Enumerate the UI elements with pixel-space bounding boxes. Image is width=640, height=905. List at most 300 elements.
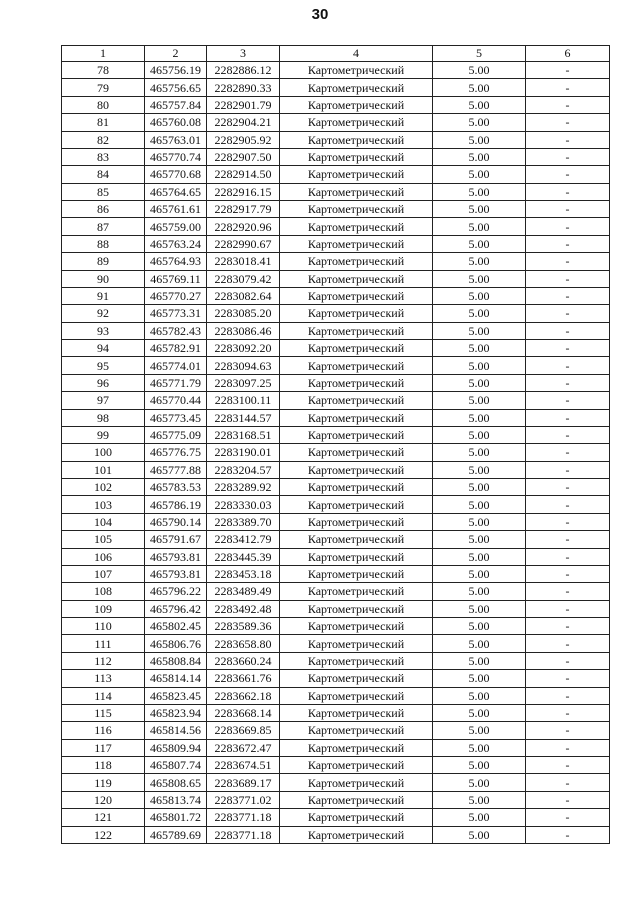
cell-method: Картометрический <box>280 253 433 270</box>
table-row <box>62 392 610 409</box>
cell-x-coordinate: 465809.94 <box>145 739 207 756</box>
cell-point-number: 107 <box>62 565 145 582</box>
cell-description: - <box>526 426 610 443</box>
cell-x-coordinate: 465773.31 <box>145 305 207 322</box>
cell-description: - <box>526 148 610 165</box>
cell-x-coordinate: 465796.42 <box>145 600 207 617</box>
cell-x-coordinate: 465771.79 <box>145 374 207 391</box>
cell-point-number: 88 <box>62 235 145 252</box>
cell-description: - <box>526 826 610 843</box>
cell-y-coordinate: 2282904.21 <box>207 114 280 131</box>
cell-x-coordinate: 465764.65 <box>145 183 207 200</box>
cell-y-coordinate: 2283086.46 <box>207 322 280 339</box>
cell-x-coordinate: 465759.00 <box>145 218 207 235</box>
cell-y-coordinate: 2283453.18 <box>207 565 280 582</box>
cell-y-coordinate: 2283100.11 <box>207 392 280 409</box>
cell-point-number: 116 <box>62 722 145 739</box>
cell-y-coordinate: 2283018.41 <box>207 253 280 270</box>
cell-x-coordinate: 465769.11 <box>145 270 207 287</box>
cell-point-number: 111 <box>62 635 145 652</box>
cell-accuracy: 5.00 <box>433 635 526 652</box>
cell-point-number: 79 <box>62 79 145 96</box>
cell-y-coordinate: 2283669.85 <box>207 722 280 739</box>
column-header-method: 4 <box>280 46 433 62</box>
cell-x-coordinate: 465806.76 <box>145 635 207 652</box>
cell-y-coordinate: 2283092.20 <box>207 340 280 357</box>
cell-description: - <box>526 583 610 600</box>
table-row <box>62 183 610 200</box>
table-row <box>62 704 610 721</box>
cell-x-coordinate: 465756.19 <box>145 62 207 79</box>
cell-x-coordinate: 465789.69 <box>145 826 207 843</box>
cell-accuracy: 5.00 <box>433 757 526 774</box>
cell-method: Картометрический <box>280 409 433 426</box>
cell-method: Картометрический <box>280 322 433 339</box>
cell-y-coordinate: 2282990.67 <box>207 235 280 252</box>
cell-point-number: 94 <box>62 340 145 357</box>
cell-x-coordinate: 465770.68 <box>145 166 207 183</box>
cell-method: Картометрический <box>280 670 433 687</box>
cell-method: Картометрический <box>280 652 433 669</box>
cell-method: Картометрический <box>280 583 433 600</box>
cell-method: Картометрический <box>280 513 433 530</box>
cell-description: - <box>526 687 610 704</box>
cell-accuracy: 5.00 <box>433 340 526 357</box>
cell-point-number: 117 <box>62 739 145 756</box>
cell-description: - <box>526 618 610 635</box>
cell-accuracy: 5.00 <box>433 218 526 235</box>
table-row <box>62 687 610 704</box>
cell-accuracy: 5.00 <box>433 583 526 600</box>
cell-accuracy: 5.00 <box>433 148 526 165</box>
cell-x-coordinate: 465782.91 <box>145 340 207 357</box>
cell-x-coordinate: 465775.09 <box>145 426 207 443</box>
cell-y-coordinate: 2283330.03 <box>207 496 280 513</box>
cell-method: Картометрический <box>280 148 433 165</box>
cell-description: - <box>526 670 610 687</box>
page-number: 30 <box>311 6 329 23</box>
cell-method: Картометрический <box>280 461 433 478</box>
cell-y-coordinate: 2283674.51 <box>207 757 280 774</box>
cell-accuracy: 5.00 <box>433 270 526 287</box>
cell-method: Картометрический <box>280 826 433 843</box>
cell-method: Картометрический <box>280 79 433 96</box>
cell-point-number: 122 <box>62 826 145 843</box>
cell-point-number: 87 <box>62 218 145 235</box>
cell-method: Картометрический <box>280 479 433 496</box>
cell-description: - <box>526 235 610 252</box>
table-row <box>62 757 610 774</box>
table-row <box>62 357 610 374</box>
cell-method: Картометрический <box>280 270 433 287</box>
table-row <box>62 652 610 669</box>
cell-point-number: 118 <box>62 757 145 774</box>
cell-accuracy: 5.00 <box>433 670 526 687</box>
cell-accuracy: 5.00 <box>433 774 526 791</box>
cell-description: - <box>526 287 610 304</box>
cell-method: Картометрический <box>280 739 433 756</box>
cell-point-number: 114 <box>62 687 145 704</box>
table-row <box>62 548 610 565</box>
cell-description: - <box>526 652 610 669</box>
cell-accuracy: 5.00 <box>433 479 526 496</box>
cell-point-number: 115 <box>62 704 145 721</box>
table-row <box>62 583 610 600</box>
cell-description: - <box>526 600 610 617</box>
cell-method: Картометрический <box>280 62 433 79</box>
cell-method: Картометрический <box>280 340 433 357</box>
table-header-row <box>62 46 610 62</box>
cell-y-coordinate: 2282916.15 <box>207 183 280 200</box>
cell-y-coordinate: 2283658.80 <box>207 635 280 652</box>
cell-description: - <box>526 392 610 409</box>
cell-x-coordinate: 465777.88 <box>145 461 207 478</box>
cell-accuracy: 5.00 <box>433 96 526 113</box>
cell-x-coordinate: 465808.65 <box>145 774 207 791</box>
cell-y-coordinate: 2283079.42 <box>207 270 280 287</box>
cell-x-coordinate: 465814.14 <box>145 670 207 687</box>
cell-y-coordinate: 2282907.50 <box>207 148 280 165</box>
cell-description: - <box>526 79 610 96</box>
table-row <box>62 461 610 478</box>
cell-x-coordinate: 465823.94 <box>145 704 207 721</box>
cell-x-coordinate: 465761.61 <box>145 201 207 218</box>
cell-method: Картометрический <box>280 600 433 617</box>
cell-point-number: 91 <box>62 287 145 304</box>
cell-method: Картометрический <box>280 392 433 409</box>
cell-x-coordinate: 465793.81 <box>145 548 207 565</box>
cell-x-coordinate: 465764.93 <box>145 253 207 270</box>
cell-x-coordinate: 465786.19 <box>145 496 207 513</box>
cell-y-coordinate: 2283085.20 <box>207 305 280 322</box>
cell-method: Картометрический <box>280 774 433 791</box>
column-header-description: 6 <box>526 46 610 62</box>
table-row <box>62 774 610 791</box>
table-row <box>62 114 610 131</box>
cell-y-coordinate: 2283094.63 <box>207 357 280 374</box>
cell-accuracy: 5.00 <box>433 357 526 374</box>
cell-point-number: 85 <box>62 183 145 200</box>
cell-accuracy: 5.00 <box>433 374 526 391</box>
cell-y-coordinate: 2282917.79 <box>207 201 280 218</box>
cell-x-coordinate: 465770.44 <box>145 392 207 409</box>
cell-accuracy: 5.00 <box>433 183 526 200</box>
cell-point-number: 100 <box>62 444 145 461</box>
cell-accuracy: 5.00 <box>433 652 526 669</box>
table-row <box>62 565 610 582</box>
cell-y-coordinate: 2283492.48 <box>207 600 280 617</box>
table-row <box>62 722 610 739</box>
cell-point-number: 102 <box>62 479 145 496</box>
table-row <box>62 496 610 513</box>
cell-description: - <box>526 739 610 756</box>
cell-method: Картометрический <box>280 218 433 235</box>
table-row <box>62 409 610 426</box>
cell-x-coordinate: 465770.74 <box>145 148 207 165</box>
cell-description: - <box>526 774 610 791</box>
table-row <box>62 444 610 461</box>
cell-method: Картометрический <box>280 114 433 131</box>
cell-description: - <box>526 201 610 218</box>
cell-point-number: 108 <box>62 583 145 600</box>
cell-description: - <box>526 722 610 739</box>
cell-method: Картометрический <box>280 722 433 739</box>
cell-y-coordinate: 2283662.18 <box>207 687 280 704</box>
cell-y-coordinate: 2283661.76 <box>207 670 280 687</box>
table-row <box>62 618 610 635</box>
cell-point-number: 96 <box>62 374 145 391</box>
cell-accuracy: 5.00 <box>433 253 526 270</box>
cell-method: Картометрический <box>280 444 433 461</box>
cell-method: Картометрический <box>280 687 433 704</box>
cell-point-number: 89 <box>62 253 145 270</box>
table-row <box>62 374 610 391</box>
cell-method: Картометрический <box>280 704 433 721</box>
cell-point-number: 86 <box>62 201 145 218</box>
cell-point-number: 93 <box>62 322 145 339</box>
cell-point-number: 82 <box>62 131 145 148</box>
cell-description: - <box>526 444 610 461</box>
table-row <box>62 96 610 113</box>
cell-x-coordinate: 465773.45 <box>145 409 207 426</box>
cell-y-coordinate: 2283144.57 <box>207 409 280 426</box>
table-row <box>62 739 610 756</box>
cell-accuracy: 5.00 <box>433 392 526 409</box>
cell-accuracy: 5.00 <box>433 166 526 183</box>
cell-point-number: 105 <box>62 531 145 548</box>
cell-x-coordinate: 465793.81 <box>145 565 207 582</box>
cell-accuracy: 5.00 <box>433 496 526 513</box>
cell-accuracy: 5.00 <box>433 809 526 826</box>
cell-description: - <box>526 131 610 148</box>
table-row <box>62 670 610 687</box>
cell-x-coordinate: 465791.67 <box>145 531 207 548</box>
cell-point-number: 110 <box>62 618 145 635</box>
table-row <box>62 201 610 218</box>
cell-accuracy: 5.00 <box>433 322 526 339</box>
table-row <box>62 235 610 252</box>
cell-accuracy: 5.00 <box>433 565 526 582</box>
cell-method: Картометрический <box>280 565 433 582</box>
cell-description: - <box>526 322 610 339</box>
cell-method: Картометрический <box>280 635 433 652</box>
cell-y-coordinate: 2282886.12 <box>207 62 280 79</box>
cell-y-coordinate: 2283097.25 <box>207 374 280 391</box>
cell-point-number: 99 <box>62 426 145 443</box>
cell-y-coordinate: 2283082.64 <box>207 287 280 304</box>
cell-accuracy: 5.00 <box>433 513 526 530</box>
table-body <box>62 62 610 844</box>
cell-method: Картометрический <box>280 809 433 826</box>
cell-y-coordinate: 2283771.18 <box>207 809 280 826</box>
cell-accuracy: 5.00 <box>433 235 526 252</box>
cell-x-coordinate: 465813.74 <box>145 791 207 808</box>
cell-y-coordinate: 2283589.36 <box>207 618 280 635</box>
table-row <box>62 166 610 183</box>
cell-description: - <box>526 114 610 131</box>
cell-x-coordinate: 465808.84 <box>145 652 207 669</box>
cell-method: Картометрический <box>280 548 433 565</box>
cell-method: Картометрический <box>280 357 433 374</box>
cell-method: Картометрический <box>280 496 433 513</box>
cell-y-coordinate: 2283689.17 <box>207 774 280 791</box>
cell-point-number: 90 <box>62 270 145 287</box>
table-row <box>62 479 610 496</box>
cell-x-coordinate: 465763.24 <box>145 235 207 252</box>
cell-point-number: 106 <box>62 548 145 565</box>
cell-method: Картометрический <box>280 287 433 304</box>
cell-accuracy: 5.00 <box>433 722 526 739</box>
table-row <box>62 426 610 443</box>
table-row <box>62 340 610 357</box>
cell-x-coordinate: 465757.84 <box>145 96 207 113</box>
cell-description: - <box>526 791 610 808</box>
cell-accuracy: 5.00 <box>433 131 526 148</box>
cell-accuracy: 5.00 <box>433 444 526 461</box>
cell-y-coordinate: 2283168.51 <box>207 426 280 443</box>
cell-description: - <box>526 704 610 721</box>
column-header-accuracy: 5 <box>433 46 526 62</box>
cell-accuracy: 5.00 <box>433 826 526 843</box>
cell-method: Картометрический <box>280 426 433 443</box>
cell-method: Картометрический <box>280 131 433 148</box>
cell-method: Картометрический <box>280 374 433 391</box>
cell-accuracy: 5.00 <box>433 791 526 808</box>
table-row <box>62 531 610 548</box>
cell-description: - <box>526 409 610 426</box>
table-row <box>62 635 610 652</box>
cell-y-coordinate: 2283204.57 <box>207 461 280 478</box>
cell-method: Картометрический <box>280 235 433 252</box>
cell-description: - <box>526 305 610 322</box>
coordinates-table <box>61 45 610 844</box>
cell-description: - <box>526 513 610 530</box>
cell-y-coordinate: 2282920.96 <box>207 218 280 235</box>
cell-method: Картометрический <box>280 531 433 548</box>
column-header-point-number: 1 <box>62 46 145 62</box>
cell-method: Картометрический <box>280 618 433 635</box>
cell-y-coordinate: 2283672.47 <box>207 739 280 756</box>
cell-point-number: 84 <box>62 166 145 183</box>
table-row <box>62 148 610 165</box>
cell-accuracy: 5.00 <box>433 287 526 304</box>
cell-x-coordinate: 465774.01 <box>145 357 207 374</box>
cell-description: - <box>526 357 610 374</box>
cell-method: Картометрический <box>280 166 433 183</box>
cell-x-coordinate: 465783.53 <box>145 479 207 496</box>
cell-description: - <box>526 340 610 357</box>
cell-description: - <box>526 253 610 270</box>
cell-accuracy: 5.00 <box>433 409 526 426</box>
cell-x-coordinate: 465802.45 <box>145 618 207 635</box>
cell-y-coordinate: 2282890.33 <box>207 79 280 96</box>
cell-point-number: 103 <box>62 496 145 513</box>
table-row <box>62 218 610 235</box>
cell-x-coordinate: 465782.43 <box>145 322 207 339</box>
cell-point-number: 109 <box>62 600 145 617</box>
cell-description: - <box>526 496 610 513</box>
cell-point-number: 80 <box>62 96 145 113</box>
cell-accuracy: 5.00 <box>433 79 526 96</box>
cell-description: - <box>526 62 610 79</box>
table-row <box>62 287 610 304</box>
table-row <box>62 79 610 96</box>
cell-description: - <box>526 166 610 183</box>
cell-x-coordinate: 465807.74 <box>145 757 207 774</box>
cell-accuracy: 5.00 <box>433 461 526 478</box>
cell-y-coordinate: 2283389.70 <box>207 513 280 530</box>
cell-point-number: 83 <box>62 148 145 165</box>
cell-method: Картометрический <box>280 757 433 774</box>
cell-description: - <box>526 479 610 496</box>
table-row <box>62 62 610 79</box>
cell-y-coordinate: 2283668.14 <box>207 704 280 721</box>
cell-accuracy: 5.00 <box>433 531 526 548</box>
cell-x-coordinate: 465763.01 <box>145 131 207 148</box>
cell-description: - <box>526 531 610 548</box>
cell-x-coordinate: 465790.14 <box>145 513 207 530</box>
cell-description: - <box>526 183 610 200</box>
cell-method: Картометрический <box>280 183 433 200</box>
cell-description: - <box>526 548 610 565</box>
cell-point-number: 120 <box>62 791 145 808</box>
cell-x-coordinate: 465814.56 <box>145 722 207 739</box>
cell-description: - <box>526 96 610 113</box>
cell-description: - <box>526 461 610 478</box>
cell-method: Картометрический <box>280 791 433 808</box>
cell-point-number: 81 <box>62 114 145 131</box>
cell-point-number: 119 <box>62 774 145 791</box>
cell-description: - <box>526 218 610 235</box>
cell-accuracy: 5.00 <box>433 704 526 721</box>
table-row <box>62 513 610 530</box>
cell-point-number: 113 <box>62 670 145 687</box>
cell-description: - <box>526 635 610 652</box>
table-row <box>62 809 610 826</box>
cell-accuracy: 5.00 <box>433 305 526 322</box>
cell-accuracy: 5.00 <box>433 62 526 79</box>
cell-y-coordinate: 2283771.18 <box>207 826 280 843</box>
cell-y-coordinate: 2283489.49 <box>207 583 280 600</box>
cell-x-coordinate: 465796.22 <box>145 583 207 600</box>
cell-y-coordinate: 2282914.50 <box>207 166 280 183</box>
cell-x-coordinate: 465801.72 <box>145 809 207 826</box>
table-row <box>62 131 610 148</box>
cell-accuracy: 5.00 <box>433 600 526 617</box>
cell-method: Картометрический <box>280 201 433 218</box>
cell-accuracy: 5.00 <box>433 114 526 131</box>
cell-description: - <box>526 270 610 287</box>
cell-x-coordinate: 465776.75 <box>145 444 207 461</box>
cell-description: - <box>526 757 610 774</box>
cell-y-coordinate: 2283445.39 <box>207 548 280 565</box>
table-row <box>62 826 610 843</box>
cell-x-coordinate: 465756.65 <box>145 79 207 96</box>
table-row <box>62 253 610 270</box>
cell-point-number: 101 <box>62 461 145 478</box>
column-header-y-coordinate: 3 <box>207 46 280 62</box>
cell-method: Картометрический <box>280 305 433 322</box>
cell-point-number: 121 <box>62 809 145 826</box>
table-row <box>62 600 610 617</box>
cell-method: Картометрический <box>280 96 433 113</box>
cell-accuracy: 5.00 <box>433 687 526 704</box>
cell-accuracy: 5.00 <box>433 426 526 443</box>
cell-y-coordinate: 2283190.01 <box>207 444 280 461</box>
cell-point-number: 112 <box>62 652 145 669</box>
table-row <box>62 270 610 287</box>
table-row <box>62 305 610 322</box>
